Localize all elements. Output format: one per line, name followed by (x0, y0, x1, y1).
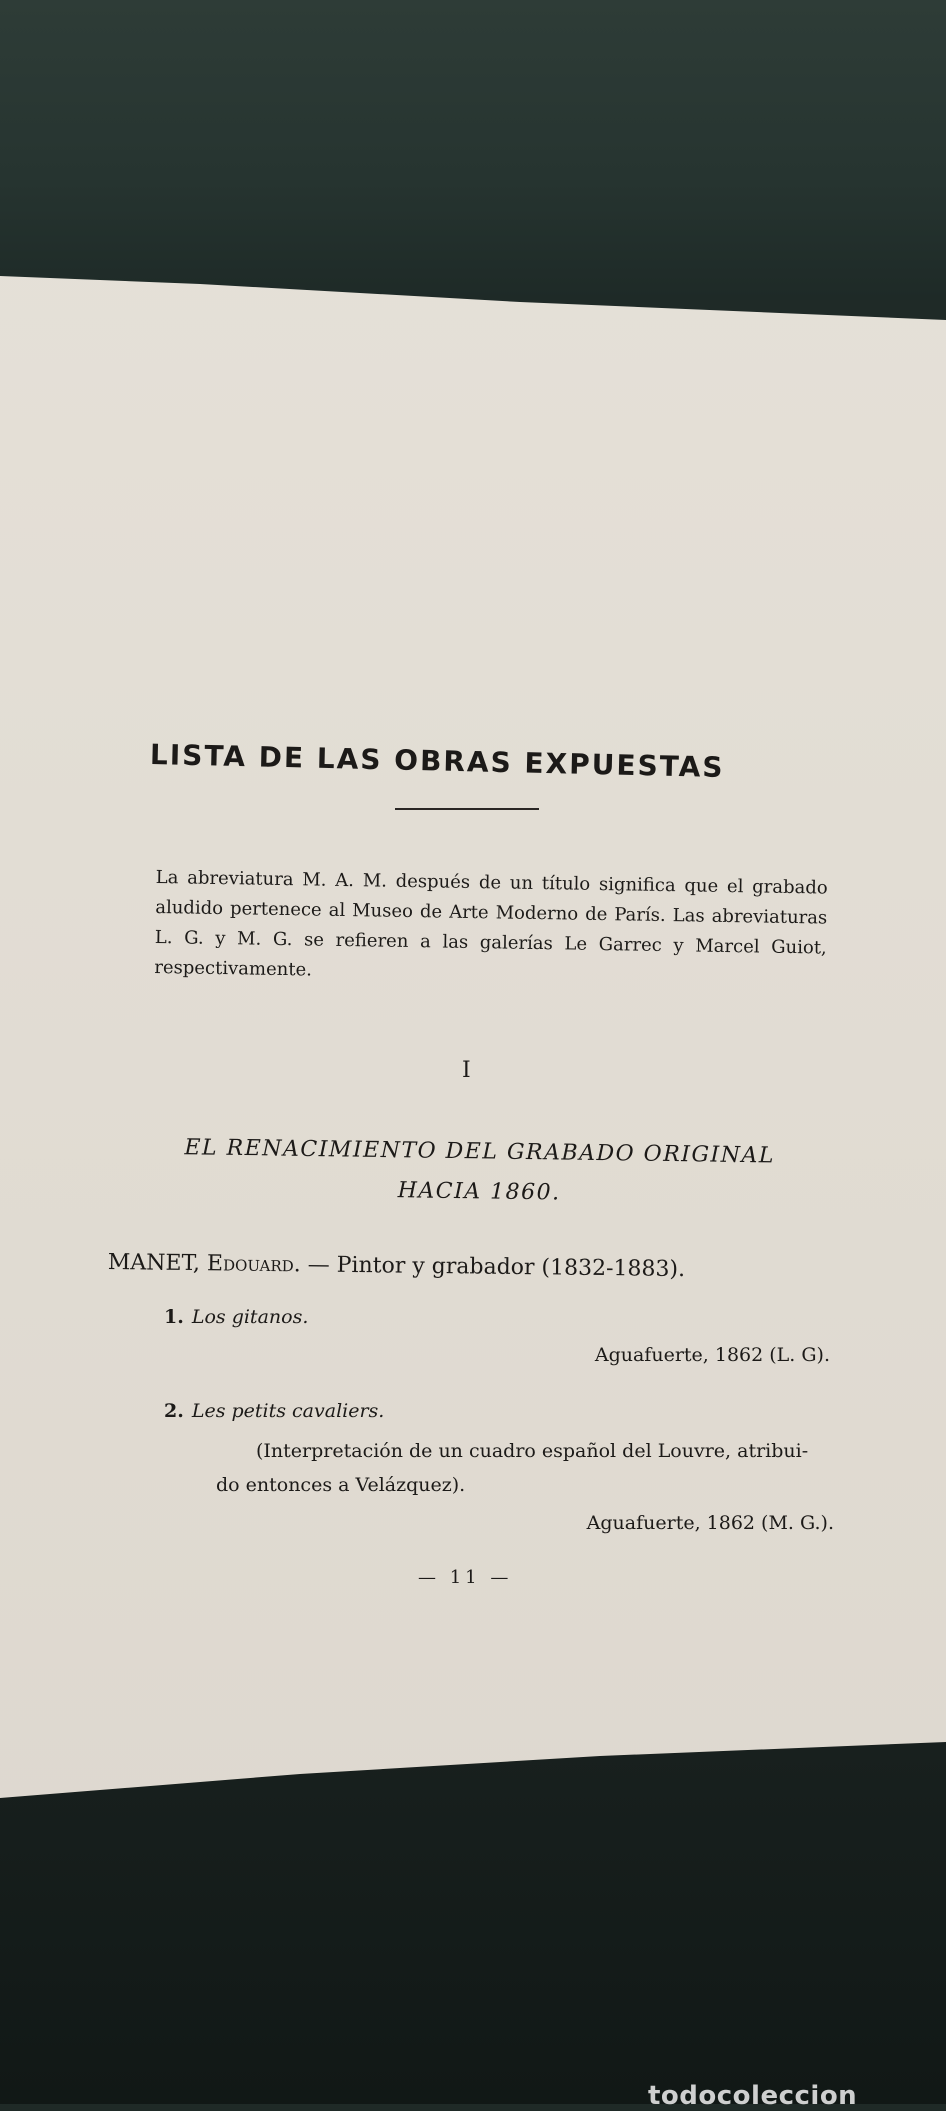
item-note-line2: do entonces a Velázquez). (216, 1474, 466, 1496)
item-number: 1. (164, 1306, 184, 1328)
item-note (216, 1434, 856, 1502)
section-title-line1: EL RENACIMIENTO DEL GRABADO ORIGINAL (184, 1135, 776, 1169)
watermark-logo: todocoleccion (648, 2081, 858, 2111)
background-bottom (0, 1740, 946, 2104)
background-top (0, 0, 946, 300)
page-number: — 11 — (418, 1567, 513, 1588)
section-title-line2: HACIA 1860. (397, 1178, 561, 1206)
item-note-line1: (Interpretación de un cuadro español del Louvre, atribui- (256, 1440, 809, 1462)
artist-surname: MANET, (107, 1250, 201, 1277)
section-number: I (462, 1058, 471, 1083)
artist-description: — Pintor y grabador (1832-1883). (307, 1252, 686, 1283)
item-number: 2. (164, 1400, 184, 1422)
item-technique: Aguafuerte, 1862 (L. G). (594, 1344, 830, 1366)
item-title: Los gitanos. (191, 1306, 309, 1328)
item-technique: Aguafuerte, 1862 (M. G.). (586, 1512, 834, 1534)
intro-paragraph: La abreviatura M. A. M. después de un título significa que el grabado aludido pertenece al Museo de Arte Moderno de París. Las abreviaturas L. G. y M. G. se refieren a las galerías Le Garrec y Marcel Guiot, respectivamente. (154, 866, 828, 981)
page-title: LISTA DE LAS OBRAS EXPUESTAS (149, 738, 725, 785)
list-item (164, 1400, 384, 1422)
section-title (169, 1128, 790, 1217)
item-title: Les petits cavaliers. (191, 1400, 385, 1422)
title-divider (395, 808, 539, 810)
list-item (164, 1306, 308, 1328)
artist-name: Edouard. (206, 1251, 301, 1278)
